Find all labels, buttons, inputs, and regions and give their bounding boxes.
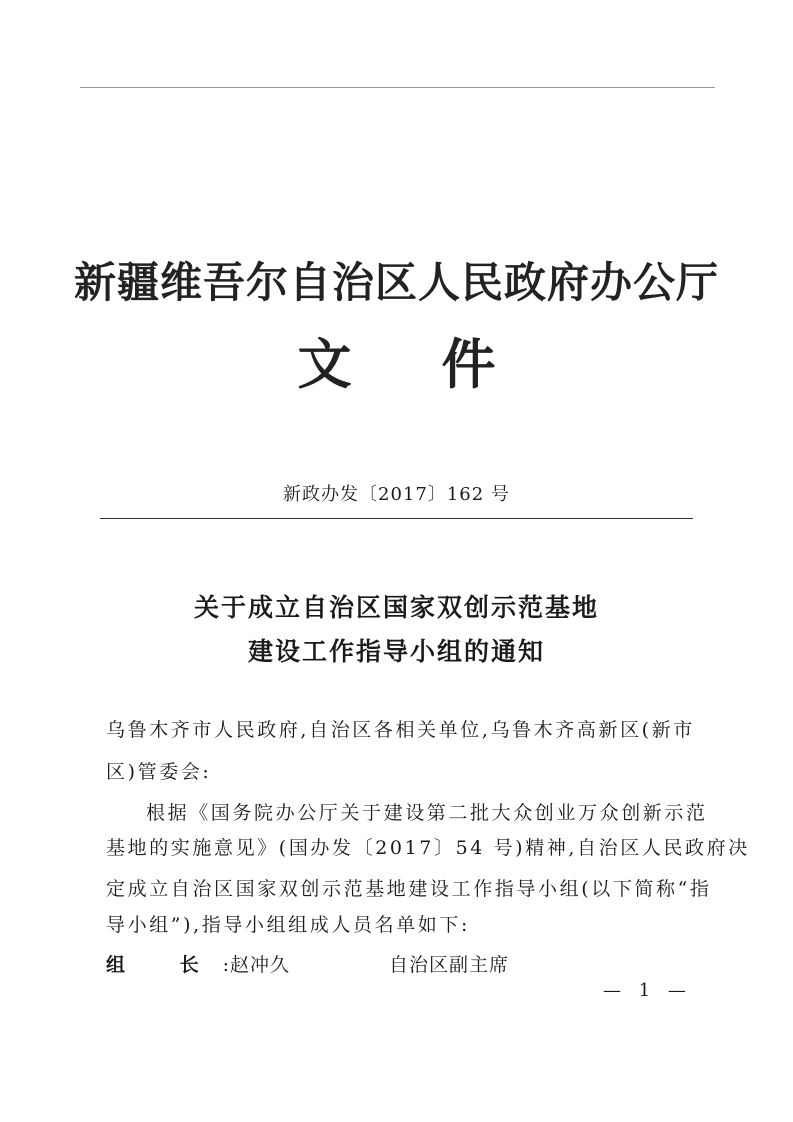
paragraph-line-4: 导小组”),指导小组组成人员名单如下:	[106, 914, 470, 936]
header-separator	[100, 518, 693, 519]
document-number: 新政办发〔2017〕162 号	[283, 484, 510, 505]
top-divider	[80, 87, 715, 88]
issuer-name: 新疆维吾尔自治区人民政府办公厅	[73, 258, 719, 307]
leader-row	[106, 950, 510, 977]
addressee-line-1: 乌鲁木齐市人民政府,自治区各相关单位,乌鲁木齐高新区(新市	[106, 719, 695, 741]
paragraph-line-3: 定成立自治区国家双创示范基地建设工作指导小组(以下简称“指	[106, 878, 712, 900]
notice-title-line-2: 建设工作指导小组的通知	[247, 637, 545, 666]
document-type-char-2: 件	[441, 332, 496, 396]
paragraph-line-2: 基地的实施意见》(国办发〔2017〕54 号)精神,自治区人民政府决	[106, 837, 750, 859]
leader-label: 组 长	[106, 954, 223, 976]
addressee-line-2: 区)管委会:	[106, 761, 212, 783]
leader-position: 自治区副主席	[389, 954, 510, 976]
document-type-char-1: 文	[297, 332, 352, 396]
document-type-heading	[0, 322, 793, 399]
paragraph-line-1: 根据《国务院办公厅关于建设第二批大众创业万众创新示范	[146, 802, 708, 824]
leader-name: :赵冲久	[222, 954, 291, 976]
notice-title-line-1: 关于成立自治区国家双创示范基地	[193, 593, 599, 622]
page-number: — 1 —	[603, 980, 692, 1001]
